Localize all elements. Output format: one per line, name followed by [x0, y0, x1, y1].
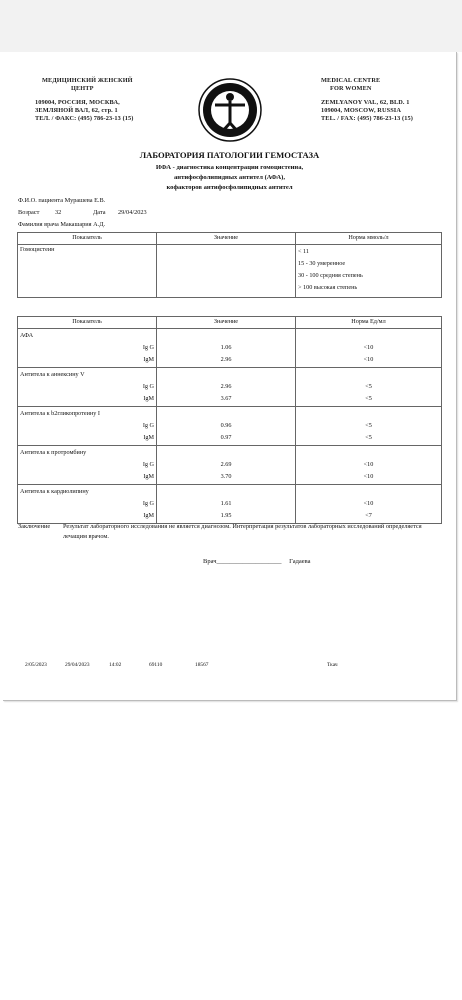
result-value: 2.69: [220, 461, 232, 468]
top-margin: [0, 0, 462, 52]
lab-title: ЛАБОРАТОРИЯ ПАТОЛОГИИ ГЕМОСТАЗА: [139, 150, 320, 160]
header-line: TEL. / FAX: (495) 786-23-13 (15): [321, 115, 413, 122]
footer-number: 18567: [195, 662, 209, 668]
norm-value: <10: [363, 500, 374, 507]
result-value: 2.96: [220, 383, 232, 390]
norm-value: <7: [365, 512, 372, 519]
column-header: Показатель: [18, 233, 157, 245]
document-page: [3, 52, 457, 701]
group-name: Антитела к кардиолипину: [20, 488, 89, 495]
group-name: Антитела к протромбину: [20, 449, 87, 456]
group-cell: [18, 368, 157, 407]
value-cell: [157, 368, 296, 407]
table-row: [18, 245, 442, 298]
signature-row: [203, 558, 311, 565]
header-line: 109004, РОССИЯ, МОСКВА,: [35, 99, 120, 106]
norm-value: <10: [363, 473, 374, 480]
sub-label: IgM: [143, 356, 154, 363]
norm-line: 15 - 30 умеренное: [298, 260, 346, 267]
table-row: [18, 329, 442, 368]
sub-label: IgM: [143, 512, 154, 519]
norm-value: <5: [365, 395, 372, 402]
conclusion-text: Результат лабораторного исследования не является диагнозом. Интерпретация результатов лабораторных исследований определяется лечащим врачом.: [63, 523, 422, 540]
result-value: 1.61: [220, 500, 232, 507]
norm-cell: [296, 368, 442, 407]
result-value: 0.97: [220, 434, 232, 441]
header-line: МЕДИЦИНСКИЙ ЖЕНСКИЙ: [42, 77, 133, 84]
group-cell: [18, 446, 157, 485]
norm-value: <10: [363, 344, 374, 351]
value-cell: [157, 329, 296, 368]
subtitle-line: антифосфолипидных антител (АФА),: [174, 174, 285, 181]
column-header: Значение: [157, 233, 296, 245]
homocysteine-table: [17, 232, 442, 298]
footer-code: 69110: [149, 662, 163, 668]
table-header-row: [18, 233, 442, 245]
result-value: 2.96: [220, 356, 232, 363]
norm-cell: [296, 245, 442, 298]
norm-value: <5: [365, 434, 372, 441]
doctor-label: Фамилия врача: [18, 221, 59, 228]
value-cell: [157, 446, 296, 485]
group-name: Антитела к b2гликопротеину I: [20, 410, 100, 417]
group-name: Антитела к аннексину V: [20, 371, 85, 378]
norm-value: <10: [363, 461, 374, 468]
sub-label: Ig G: [142, 500, 154, 507]
norm-line: < 11: [298, 248, 309, 255]
doctor-row: [18, 221, 105, 228]
sub-label: Ig G: [142, 383, 154, 390]
clinic-header-ru: [35, 77, 133, 123]
table-header-row: [18, 317, 442, 329]
header-line: FOR WOMEN: [330, 85, 372, 92]
norm-cell: [296, 329, 442, 368]
header-line: ТЕЛ. / ФАКС: (495) 786-23-13 (15): [35, 115, 134, 122]
column-header: Значение: [157, 317, 296, 329]
footer-print-date: 2/05/2023: [25, 662, 47, 668]
patient-age: 32: [55, 209, 62, 216]
table-row: [18, 407, 442, 446]
result-value: 1.95: [220, 512, 232, 519]
signature-name: Гадаева: [289, 558, 311, 565]
patient-name: Мурашева Е.В.: [64, 197, 106, 204]
norm-cell: [296, 407, 442, 446]
header-line: 109004, MOSCOW, RUSSIA: [321, 107, 401, 114]
footer-operator: Ткач: [327, 662, 338, 668]
sub-label: IgM: [143, 395, 154, 402]
subtitle-line: кофакторов антифосфолипидных антител: [166, 184, 293, 191]
date-value: 29/04/2023: [118, 209, 147, 216]
norm-line: 30 - 100 средняя степень: [298, 272, 363, 279]
column-header: Показатель: [18, 317, 157, 329]
indicator-name: Гомоцистеин: [18, 245, 157, 298]
sub-label: Ig G: [142, 461, 154, 468]
sub-label: Ig G: [142, 344, 154, 351]
subtitle-line: ИФА - диагностика концентрации гомоцистеина,: [155, 164, 304, 171]
signature-label: Врач: [203, 558, 217, 565]
norm-value: <5: [365, 422, 372, 429]
norm-value: <10: [363, 356, 374, 363]
sub-label: IgM: [143, 473, 154, 480]
indicator-value: [157, 245, 296, 298]
doctor-name: Макашария А.Д.: [60, 221, 106, 228]
norm-line: > 100 высокая степень: [298, 284, 358, 291]
sub-label: Ig G: [142, 422, 154, 429]
signature-line: ____________________: [216, 558, 282, 565]
norm-value: <5: [365, 383, 372, 390]
group-cell: [18, 485, 157, 524]
norm-cell: [296, 485, 442, 524]
table-row: [18, 485, 442, 524]
column-header: Норма ммоль/л: [296, 233, 442, 245]
footer-time: 14:02: [109, 662, 122, 668]
antibody-table: [17, 316, 442, 524]
group-name: АФА: [20, 332, 34, 339]
result-value: 3.67: [220, 395, 232, 402]
value-cell: [157, 407, 296, 446]
result-value: 3.70: [220, 473, 232, 480]
sub-label: IgM: [143, 434, 154, 441]
clinic-header-en: [321, 77, 413, 123]
patient-name-row: [18, 197, 105, 204]
result-value: 0.96: [220, 422, 232, 429]
patient-name-label: Ф.И.О. пациента: [18, 197, 64, 204]
header-line: MEDICAL CENTRE: [321, 77, 381, 84]
group-cell: [18, 407, 157, 446]
patient-age-label: Возраст: [18, 209, 40, 216]
footer-sample-date: 29/04/2023: [65, 662, 90, 668]
value-cell: [157, 485, 296, 524]
clinic-logo-icon: [197, 77, 263, 143]
table-row: [18, 368, 442, 407]
norm-cell: [296, 446, 442, 485]
header-line: ЗЕМЛЯНОЙ ВАЛ, 62, стр. 1: [35, 107, 118, 114]
conclusion-label: Заключение: [18, 523, 51, 530]
group-cell: [18, 329, 157, 368]
header-line: ЦЕНТР: [71, 85, 94, 92]
result-value: 1.06: [220, 344, 232, 351]
table-row: [18, 446, 442, 485]
header-line: ZEMLYANOY VAL, 62, BLD. 1: [321, 99, 410, 106]
column-header: Норма Ед/мл: [296, 317, 442, 329]
date-label: Дата: [93, 209, 106, 216]
